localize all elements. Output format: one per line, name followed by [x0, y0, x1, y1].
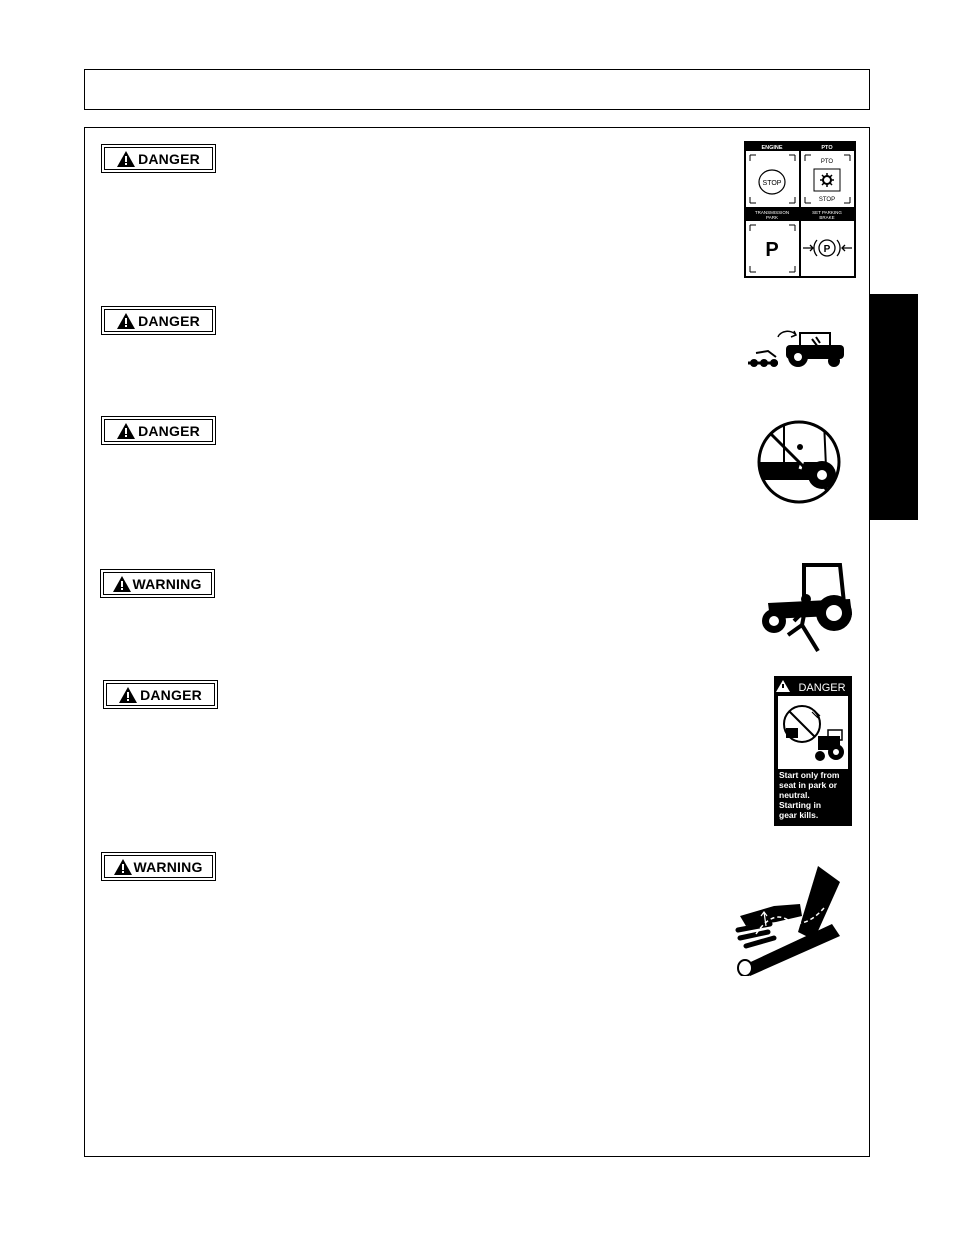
shutdown-procedure-decal	[744, 141, 856, 278]
decal-line-2: seat in park or	[779, 780, 838, 790]
alert-triangle-icon	[117, 151, 135, 167]
decal-header: DANGER	[798, 682, 846, 694]
fluid-injection-hazard-icon	[728, 864, 844, 976]
alert-triangle-icon	[117, 313, 135, 329]
signal-word: WARNING	[132, 575, 202, 592]
danger-label-1	[101, 144, 216, 173]
danger-label-4	[103, 680, 218, 709]
decal-line-1: Start only from	[779, 770, 840, 780]
alert-triangle-icon	[113, 576, 131, 592]
signal-word: DANGER	[138, 312, 200, 329]
alert-triangle-icon	[117, 423, 135, 439]
pto-label: PTO	[821, 145, 833, 151]
warning-label-1	[100, 569, 215, 598]
danger-label-2	[101, 306, 216, 335]
transmission-label: TRANSMISSION	[754, 210, 790, 215]
decal-line-3: neutral.	[779, 790, 810, 800]
park-label: PARK	[766, 215, 778, 220]
alert-triangle-icon	[119, 687, 137, 703]
safety-content-box	[84, 127, 870, 1157]
brake-label: SET PARKING	[812, 210, 842, 215]
section-side-tab	[869, 294, 918, 520]
pto-text: PTO	[820, 159, 834, 165]
decal-line-5: gear kills.	[779, 810, 819, 820]
signal-word: DANGER	[138, 422, 200, 439]
no-riders-prohibition-icon	[754, 417, 844, 507]
stop-text: STOP	[762, 180, 782, 187]
signal-word: WARNING	[133, 858, 203, 875]
decal-line-4: Starting in	[779, 800, 822, 810]
brake-label-2: BRAKE	[819, 215, 835, 220]
warning-label-2	[101, 852, 216, 881]
danger-label-3	[101, 416, 216, 445]
engine-label: ENGINE	[761, 145, 783, 151]
runover-hazard-icon	[758, 563, 854, 655]
park-letter: P	[765, 239, 779, 261]
start-from-seat-decal	[774, 676, 852, 826]
pto-stop-text: STOP	[818, 197, 836, 203]
signal-word: DANGER	[138, 150, 200, 167]
alert-triangle-icon	[114, 859, 132, 875]
tractor-implement-hazard-icon	[746, 325, 846, 371]
brake-letter: P	[823, 244, 831, 255]
page-header-box	[84, 69, 870, 110]
signal-word: DANGER	[140, 686, 202, 703]
